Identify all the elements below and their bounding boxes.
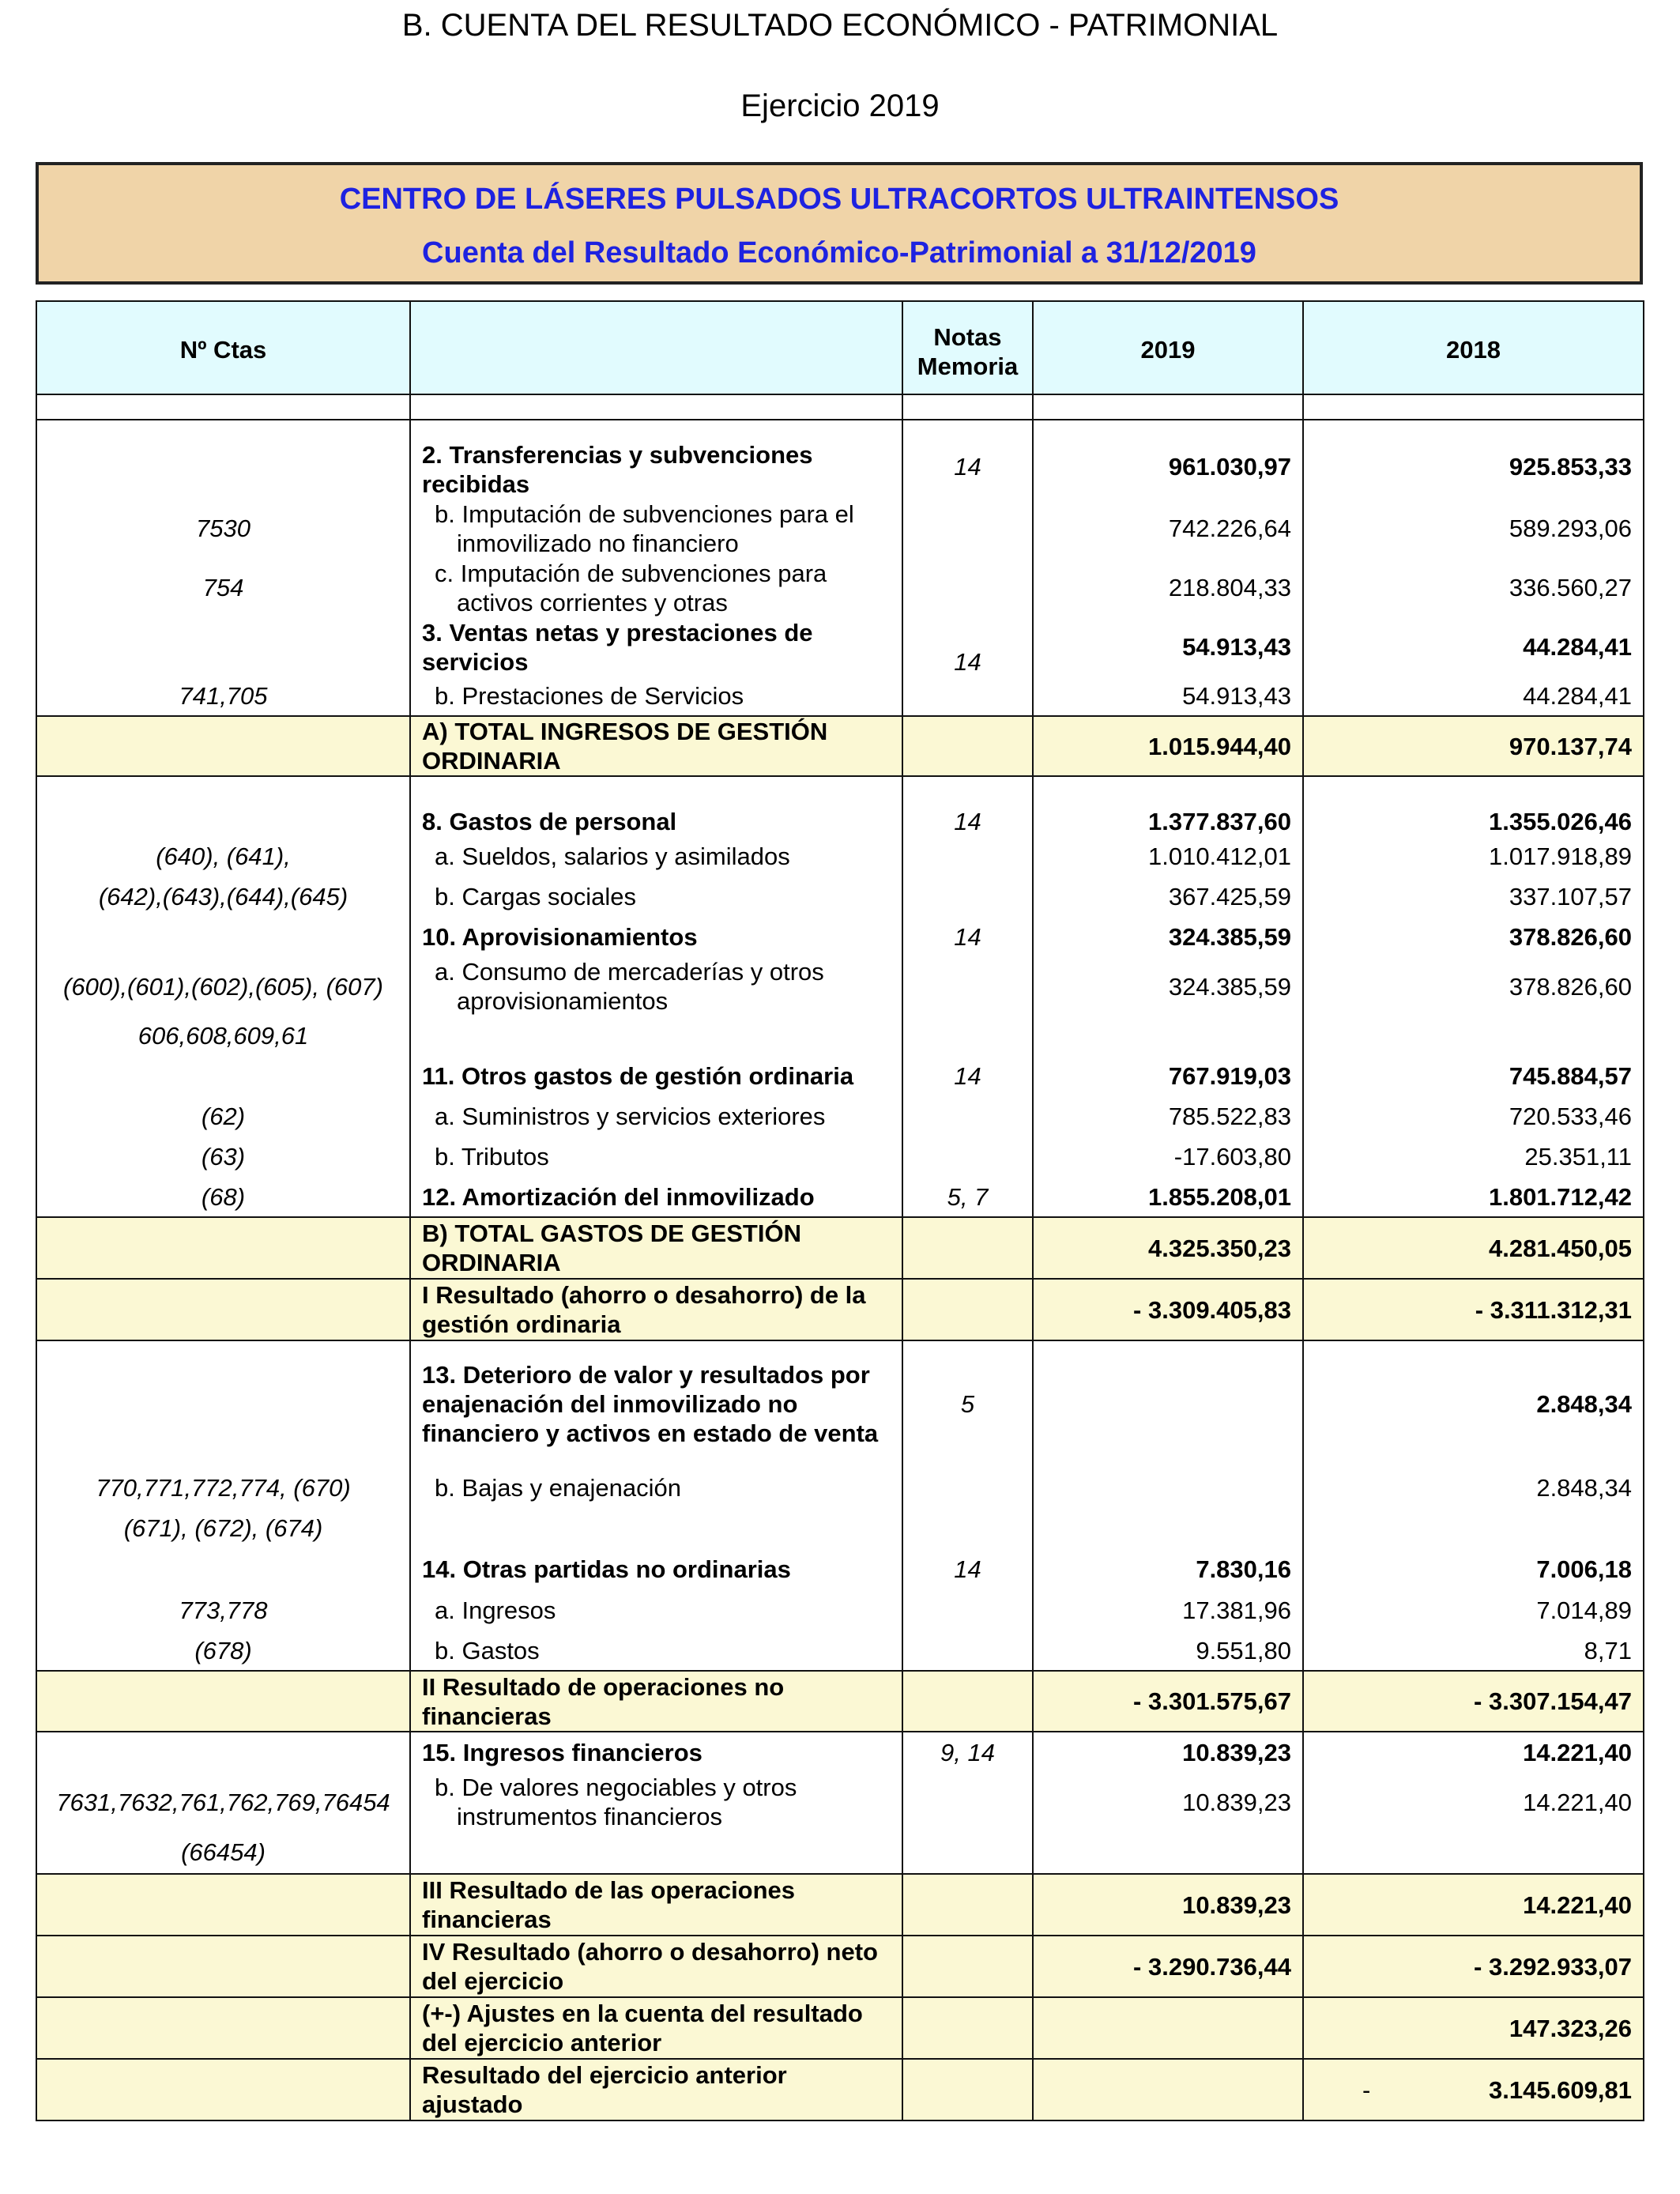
entity-banner	[36, 162, 1643, 285]
table-cell	[1033, 1340, 1303, 1467]
table-cell	[1033, 1508, 1303, 1547]
table-cell	[902, 1997, 1033, 2059]
table-cell: 589.293,06	[1303, 499, 1644, 558]
table-cell: (640), (641),	[36, 836, 410, 876]
table-cell: 218.804,33	[1033, 558, 1303, 617]
table-cell: (678)	[36, 1630, 410, 1671]
table-row	[36, 1467, 1644, 1508]
table-cell	[410, 1016, 902, 1055]
table-row	[36, 420, 1644, 499]
table-row	[36, 1177, 1644, 1217]
table-cell	[902, 1279, 1033, 1340]
table-cell	[902, 836, 1033, 876]
table-cell: 14	[902, 1055, 1033, 1096]
col-notes-header: Notas Memoria	[902, 301, 1033, 394]
table-cell: 14.221,40	[1303, 1874, 1644, 1936]
adjusted-result-row	[36, 2059, 1644, 2120]
table-cell	[902, 1671, 1033, 1732]
table-row	[36, 677, 1644, 716]
entity-name: CENTRO DE LÁSERES PULSADOS ULTRACORTOS ULTRAINTENSOS	[339, 183, 1339, 216]
table-cell: 14	[902, 420, 1033, 499]
table-cell: 10.839,23	[1033, 1732, 1303, 1773]
table-row	[36, 776, 1644, 836]
table-cell: 17.381,96	[1033, 1590, 1303, 1630]
table-cell: 7631,7632,761,762,769,76454	[36, 1773, 410, 1831]
table-cell: 925.853,33	[1303, 420, 1644, 499]
table-cell: 3. Ventas netas y prestaciones de servicios	[410, 617, 902, 677]
table-cell	[36, 1874, 410, 1936]
table-cell	[902, 1508, 1033, 1547]
table-row	[36, 1096, 1644, 1137]
table-cell: 44.284,41	[1303, 617, 1644, 677]
table-cell: B) TOTAL GASTOS DE GESTIÓN ORDINARIA	[410, 1217, 902, 1279]
table-cell	[902, 1467, 1033, 1508]
table-header	[36, 301, 1644, 394]
table-cell	[902, 1590, 1033, 1630]
table-cell: 4.325.350,23	[1033, 1217, 1303, 1279]
table-cell	[36, 1671, 410, 1732]
table-cell: 1.010.412,01	[1033, 836, 1303, 876]
table-cell: 8,71	[1303, 1630, 1644, 1671]
table-cell	[1033, 1831, 1303, 1874]
table-cell	[36, 716, 410, 776]
table-cell	[1303, 1831, 1644, 1874]
table-row	[36, 499, 1644, 558]
table-cell: III Resultado de las operaciones financieras	[410, 1874, 902, 1936]
table-row	[36, 876, 1644, 917]
table-row	[36, 1831, 1644, 1874]
table-cell: 324.385,59	[1033, 957, 1303, 1016]
result-row	[36, 1936, 1644, 1997]
table-cell	[902, 1630, 1033, 1671]
table-cell: 54.913,43	[1033, 677, 1303, 716]
spacer-row	[36, 394, 1644, 420]
table-row	[36, 836, 1644, 876]
table-cell: 1.355.026,46	[1303, 776, 1644, 836]
table-row	[36, 558, 1644, 617]
table-cell	[902, 1936, 1033, 1997]
total-row	[36, 716, 1644, 776]
table-cell: 10.839,23	[1033, 1773, 1303, 1831]
table-cell	[36, 1217, 410, 1279]
table-cell	[902, 677, 1033, 716]
table-cell: 745.884,57	[1303, 1055, 1644, 1096]
table-cell	[36, 1547, 410, 1590]
table-cell	[1033, 1467, 1303, 1508]
table-cell: 754	[36, 558, 410, 617]
table-cell: 720.533,46	[1303, 1096, 1644, 1137]
table-cell: 54.913,43	[1033, 617, 1303, 677]
table-cell: 8. Gastos de personal	[410, 776, 902, 836]
table-cell: 7530	[36, 499, 410, 558]
col-accounts-header: Nº Ctas	[36, 301, 410, 394]
table-cell: - 3.290.736,44	[1033, 1936, 1303, 1997]
results-table	[36, 300, 1644, 2121]
table-cell: b. Cargas sociales	[410, 876, 902, 917]
col-2019-header: 2019	[1033, 301, 1303, 394]
table-cell: - 3.301.575,67	[1033, 1671, 1303, 1732]
table-cell: 44.284,41	[1303, 677, 1644, 716]
table-row	[36, 1630, 1644, 1671]
table-cell: 11. Otros gastos de gestión ordinaria	[410, 1055, 902, 1096]
table-cell: 5, 7	[902, 1177, 1033, 1217]
table-cell	[1303, 1508, 1644, 1547]
table-cell: - 3.309.405,83	[1033, 1279, 1303, 1340]
result-row	[36, 1874, 1644, 1936]
table-cell	[902, 1016, 1033, 1055]
table-cell	[902, 1096, 1033, 1137]
table-cell: 15. Ingresos financieros	[410, 1732, 902, 1773]
table-cell: b. Gastos	[410, 1630, 902, 1671]
table-cell: 7.830,16	[1033, 1547, 1303, 1590]
year-title: Ejercicio 2019	[740, 89, 940, 123]
table-cell	[36, 2059, 410, 2120]
table-cell	[36, 1055, 410, 1096]
table-cell	[36, 776, 410, 836]
table-cell	[36, 617, 410, 677]
table-cell	[902, 558, 1033, 617]
table-cell: a. Sueldos, salarios y asimilados	[410, 836, 902, 876]
table-cell	[902, 957, 1033, 1016]
table-cell	[902, 1831, 1033, 1874]
table-cell: (671), (672), (674)	[36, 1508, 410, 1547]
table-cell: 324.385,59	[1033, 917, 1303, 957]
table-cell: c. Imputación de subvenciones para activos corrientes y otras	[410, 558, 902, 617]
table-cell: 14. Otras partidas no ordinarias	[410, 1547, 902, 1590]
table-cell: Resultado del ejercicio anterior ajustado	[410, 2059, 902, 2120]
table-row	[36, 1547, 1644, 1590]
table-cell: 773,778	[36, 1590, 410, 1630]
table-cell: A) TOTAL INGRESOS DE GESTIÓN ORDINARIA	[410, 716, 902, 776]
table-cell: (642),(643),(644),(645)	[36, 876, 410, 917]
table-row	[36, 1340, 1644, 1467]
table-cell: b. Bajas y enajenación	[410, 1467, 902, 1508]
table-cell: 337.107,57	[1303, 876, 1644, 917]
negative-sign: -	[1362, 2075, 1371, 2104]
table-cell: II Resultado de operaciones no financieras	[410, 1671, 902, 1732]
table-cell: 961.030,97	[1033, 420, 1303, 499]
table-cell: (68)	[36, 1177, 410, 1217]
table-cell: - 3.311.312,31	[1303, 1279, 1644, 1340]
table-cell: 2.848,34	[1303, 1467, 1644, 1508]
table-cell	[410, 394, 902, 420]
table-cell	[410, 1508, 902, 1547]
table-row	[36, 1732, 1644, 1773]
table-cell: 785.522,83	[1033, 1096, 1303, 1137]
table-cell: 7.006,18	[1303, 1547, 1644, 1590]
table-cell: 10. Aprovisionamientos	[410, 917, 902, 957]
table-cell: 14	[902, 1547, 1033, 1590]
table-row	[36, 1016, 1644, 1055]
table-cell: 14	[902, 776, 1033, 836]
table-cell: 1.017.918,89	[1303, 836, 1644, 876]
table-cell: 378.826,60	[1303, 957, 1644, 1016]
table-cell: b. Imputación de subvenciones para el inmovilizado no financiero	[410, 499, 902, 558]
table-cell	[36, 1732, 410, 1773]
table-cell: - 3.307.154,47	[1303, 1671, 1644, 1732]
table-cell: 1.801.712,42	[1303, 1177, 1644, 1217]
table-cell: - 3.145.609,81	[1303, 2059, 1644, 2120]
table-cell: I Resultado (ahorro o desahorro) de la gestión ordinaria	[410, 1279, 902, 1340]
table-cell	[902, 876, 1033, 917]
table-cell: 5	[902, 1340, 1033, 1467]
table-cell: 7.014,89	[1303, 1590, 1644, 1630]
table-row	[36, 1508, 1644, 1547]
table-cell	[902, 716, 1033, 776]
table-cell: 2.848,34	[1303, 1340, 1644, 1467]
table-cell: 970.137,74	[1303, 716, 1644, 776]
table-cell: b. Prestaciones de Servicios	[410, 677, 902, 716]
table-cell: 25.351,11	[1303, 1137, 1644, 1177]
table-cell: a. Suministros y servicios exteriores	[410, 1096, 902, 1137]
table-cell: 14	[902, 617, 1033, 677]
table-cell: 378.826,60	[1303, 917, 1644, 957]
table-cell: 14.221,40	[1303, 1732, 1644, 1773]
table-row	[36, 1055, 1644, 1096]
table-cell: 1.015.944,40	[1033, 716, 1303, 776]
table-cell: (63)	[36, 1137, 410, 1177]
table-row	[36, 1590, 1644, 1630]
table-cell: 147.323,26	[1303, 1997, 1644, 2059]
table-cell	[902, 499, 1033, 558]
table-row	[36, 617, 1644, 677]
table-cell: 606,608,609,61	[36, 1016, 410, 1055]
table-cell	[36, 420, 410, 499]
total-row	[36, 1217, 1644, 1279]
table-cell: 1.855.208,01	[1033, 1177, 1303, 1217]
result-row	[36, 1671, 1644, 1732]
table-row	[36, 1137, 1644, 1177]
table-cell: (600),(601),(602),(605), (607)	[36, 957, 410, 1016]
table-cell: b. Tributos	[410, 1137, 902, 1177]
section-title: B. CUENTA DEL RESULTADO ECONÓMICO - PATRIMONIAL	[401, 8, 1279, 43]
table-cell	[902, 1773, 1033, 1831]
table-cell: IV Resultado (ahorro o desahorro) neto del ejercicio	[410, 1936, 902, 1997]
table-cell	[1033, 394, 1303, 420]
col-2018-header: 2018	[1303, 301, 1644, 394]
table-row	[36, 1773, 1644, 1831]
table-cell	[1033, 2059, 1303, 2120]
table-cell: 4.281.450,05	[1303, 1217, 1644, 1279]
table-cell: a. Consumo de mercaderías y otros aprovisionamientos	[410, 957, 902, 1016]
table-cell	[1303, 394, 1644, 420]
table-cell	[1303, 1016, 1644, 1055]
table-cell: 770,771,772,774, (670)	[36, 1467, 410, 1508]
table-cell: 14.221,40	[1303, 1773, 1644, 1831]
table-cell: 9, 14	[902, 1732, 1033, 1773]
table-row	[36, 917, 1644, 957]
table-cell	[36, 1279, 410, 1340]
table-cell: (66454)	[36, 1831, 410, 1874]
table-cell: - 3.292.933,07	[1303, 1936, 1644, 1997]
table-cell: a. Ingresos	[410, 1590, 902, 1630]
table-cell	[36, 1340, 410, 1467]
table-cell	[36, 394, 410, 420]
table-cell	[36, 917, 410, 957]
table-cell: 1.377.837,60	[1033, 776, 1303, 836]
table-cell	[902, 394, 1033, 420]
table-cell: b. De valores negociables y otros instrumentos financieros	[410, 1773, 902, 1831]
table-cell: (62)	[36, 1096, 410, 1137]
table-cell: 13. Deterioro de valor y resultados por enajenación del inmovilizado no financiero y activos en estado de venta	[410, 1340, 902, 1467]
table-cell: 14	[902, 917, 1033, 957]
table-cell	[902, 1874, 1033, 1936]
table-cell	[1033, 1997, 1303, 2059]
table-cell	[902, 1137, 1033, 1177]
table-cell: 367.425,59	[1033, 876, 1303, 917]
table-cell	[902, 1217, 1033, 1279]
table-row	[36, 957, 1644, 1016]
table-cell: (+-) Ajustes en la cuenta del resultado del ejercicio anterior	[410, 1997, 902, 2059]
table-cell: 2. Transferencias y subvenciones recibidas	[410, 420, 902, 499]
table-cell: 336.560,27	[1303, 558, 1644, 617]
table-cell	[36, 1936, 410, 1997]
col-description-header	[410, 301, 902, 394]
table-cell: 742.226,64	[1033, 499, 1303, 558]
statement-subtitle: Cuenta del Resultado Económico-Patrimonial a 31/12/2019	[422, 236, 1256, 270]
table-cell: -17.603,80	[1033, 1137, 1303, 1177]
adjustments-row	[36, 1997, 1644, 2059]
table-cell: 10.839,23	[1033, 1874, 1303, 1936]
table-cell	[1033, 1016, 1303, 1055]
table-cell	[36, 1997, 410, 2059]
table-cell: 767.919,03	[1033, 1055, 1303, 1096]
table-cell	[902, 2059, 1033, 2120]
table-cell: 9.551,80	[1033, 1630, 1303, 1671]
table-cell: 741,705	[36, 677, 410, 716]
table-cell	[410, 1831, 902, 1874]
result-row	[36, 1279, 1644, 1340]
table-cell: 12. Amortización del inmovilizado	[410, 1177, 902, 1217]
